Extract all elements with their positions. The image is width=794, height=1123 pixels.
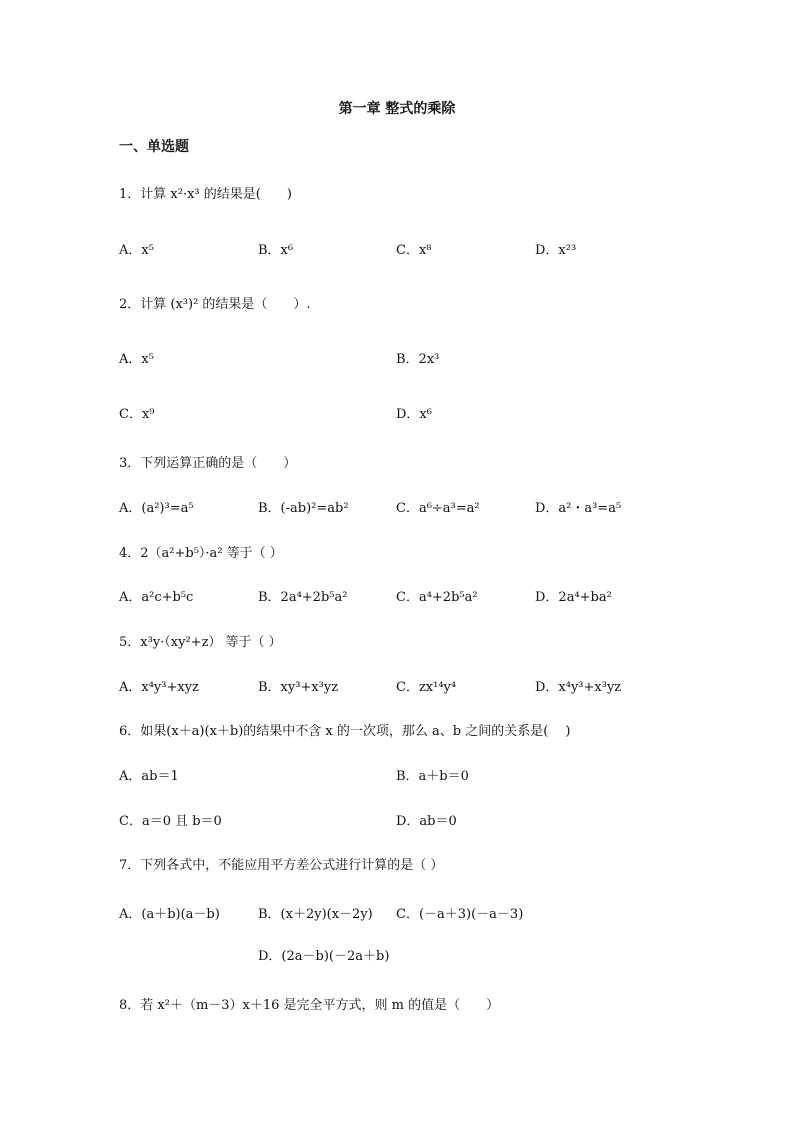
question-4-stem: 4．2（a²+b⁵）·a² 等于（ ） <box>119 546 283 561</box>
question-6-option-a: A．ab＝1 <box>119 769 179 784</box>
question-4-option-b: B．2a⁴+2b⁵a² <box>258 590 348 605</box>
question-7-stem: 7．下列各式中，不能应用平方差公式进行计算的是（ ） <box>119 858 444 873</box>
question-7-option-c: C．(－a＋3)(－a－3) <box>396 907 524 922</box>
question-3-option-a: A．(a²)³=a⁵ <box>119 501 194 516</box>
question-3-option-c: C．a⁶÷a³=a² <box>396 501 480 516</box>
question-2-option-a: A．x⁵ <box>119 352 154 367</box>
question-1-option-c: C．x⁸ <box>396 243 432 258</box>
question-6-option-b: B．a＋b＝0 <box>396 769 469 784</box>
question-2-option-d: D．x⁶ <box>396 407 432 422</box>
question-6-stem: 6．如果(x＋a)(x＋b)的结果中不含 x 的一次项，那么 a、b 之间的关系是( ) <box>119 724 571 739</box>
question-8-stem: 8．若 x²＋（m－3）x＋16 是完全平方式，则 m 的值是（ ） <box>119 998 500 1013</box>
question-7-option-a: A．(a＋b)(a－b) <box>119 907 220 922</box>
question-3-stem: 3．下列运算正确的是（ ） <box>119 456 297 471</box>
page-title: 第一章 整式的乘除 <box>338 101 456 117</box>
question-1-stem: 1．计算 x²·x³ 的结果是( ) <box>119 187 292 202</box>
question-2-stem: 2．计算 (x³)² 的结果是（ ）. <box>119 297 311 312</box>
question-2-option-c: C．x⁹ <box>119 407 155 422</box>
question-4-option-c: C．a⁴+2b⁵a² <box>396 590 478 605</box>
question-3-option-d: D．a²・a³=a⁵ <box>535 501 622 516</box>
question-7-option-b: B．(x＋2y)(x－2y) <box>258 907 373 922</box>
question-1-option-d: D．x²³ <box>535 243 577 258</box>
section-heading: 一、单选题 <box>119 139 189 155</box>
question-4-option-d: D．2a⁴+ba² <box>535 590 612 605</box>
question-7-option-d: D．(2a－b)(－2a＋b) <box>258 949 390 964</box>
question-6-option-c: C．a＝0 且 b＝0 <box>119 814 222 829</box>
question-3-option-b: B．(-ab)²=ab² <box>258 501 349 516</box>
question-5-option-a: A．x⁴y³+xyz <box>119 680 199 695</box>
question-1-option-a: A．x⁵ <box>119 243 154 258</box>
question-5-option-c: C．zx¹⁴y⁴ <box>396 680 457 695</box>
question-1-option-b: B．x⁶ <box>258 243 294 258</box>
question-4-option-a: A．a²c+b⁵c <box>119 590 194 605</box>
question-5-option-d: D．x⁴y³+x³yz <box>535 680 622 695</box>
question-5-option-b: B．xy³+x³yz <box>258 680 339 695</box>
question-5-stem: 5．x³y·（xy²+z） 等于（ ） <box>119 635 282 650</box>
question-2-option-b: B．2x³ <box>396 352 440 367</box>
question-6-option-d: D．ab＝0 <box>396 814 457 829</box>
